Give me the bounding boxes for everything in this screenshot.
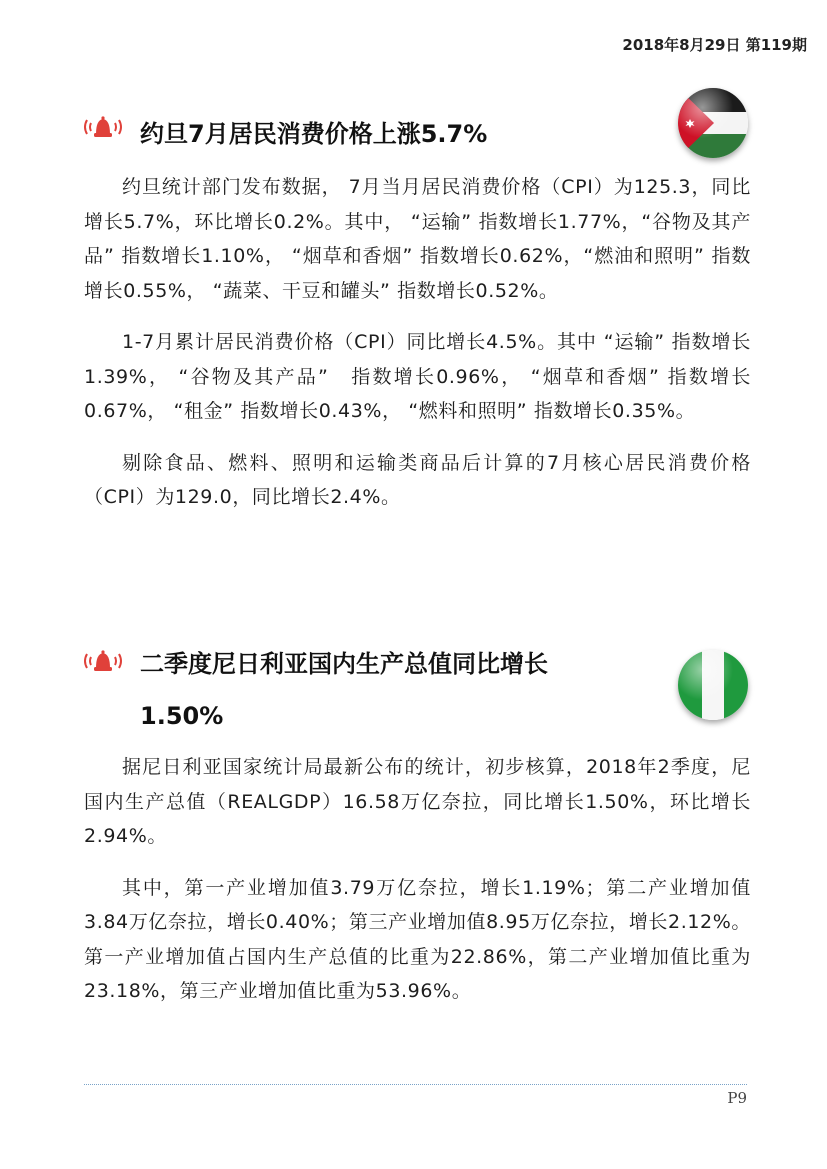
page-number: P9	[727, 1089, 747, 1107]
article-paragraph: 据尼日利亚国家统计局最新公布的统计，初步核算，2018年2季度，尼国内生产总值（REALGDP）16.58万亿奈拉，同比增长1.50%，环比增长2.94%。	[84, 756, 751, 847]
alarm-bell-icon	[80, 648, 126, 674]
article-title-line1: 二季度尼日利亚国内生产总值同比增长	[140, 650, 548, 678]
article-nigeria-gdp	[0, 640, 827, 1009]
alarm-bell-icon	[80, 114, 126, 140]
nigeria-flag-icon	[678, 650, 748, 720]
jordan-flag-icon	[678, 88, 748, 158]
article-paragraph: 其中，第一产业增加值3.79万亿奈拉，增长1.19%；第二产业增加值3.84万亿奈拉，增长0.40%；第三产业增加值8.95万亿奈拉，增长2.12%。第一产业增加值占国内生产总值的比重为22.86%，第二产业增加值比重为23.18%，第三产业增加值比重为53.96%。	[84, 876, 751, 1002]
article-paragraph: 剔除食品、燃料、照明和运输类商品后计算的7月核心居民消费价格（CPI）为129.0，同比增长2.4%。	[84, 451, 751, 508]
article-jordan-cpi	[0, 86, 827, 515]
article-paragraph: 1-7月累计居民消费价格（CPI）同比增长4.5%。其中 “运输” 指数增长1.39%， “谷物及其产品” 指数增长0.96%， “烟草和香烟” 指数增长0.67%， “租金” 指数增长0.43%， “燃料和照明” 指数增长0.35%。	[84, 331, 751, 422]
article-title: 约旦7月居民消费价格上涨5.7%	[140, 120, 488, 148]
article-title-row	[0, 640, 827, 750]
footer-divider	[84, 1084, 747, 1085]
issue-date: 2018年8月29日 第119期	[622, 36, 807, 54]
article-title-line2: 1.50%	[140, 702, 224, 730]
article-title	[140, 638, 707, 742]
article-paragraph: 约旦统计部门发布数据， 7月当月居民消费价格（CPI）为125.3，同比增长5.7%，环比增长0.2%。其中， “运输” 指数增长1.77%，“谷物及其产品” 指数增长1.10%， “烟草和香烟” 指数增长0.62%，“燃油和照明” 指数增长0.55%， “蔬菜、干豆和罐头” 指数增长0.52%。	[84, 176, 751, 302]
article-title-row	[0, 86, 827, 170]
